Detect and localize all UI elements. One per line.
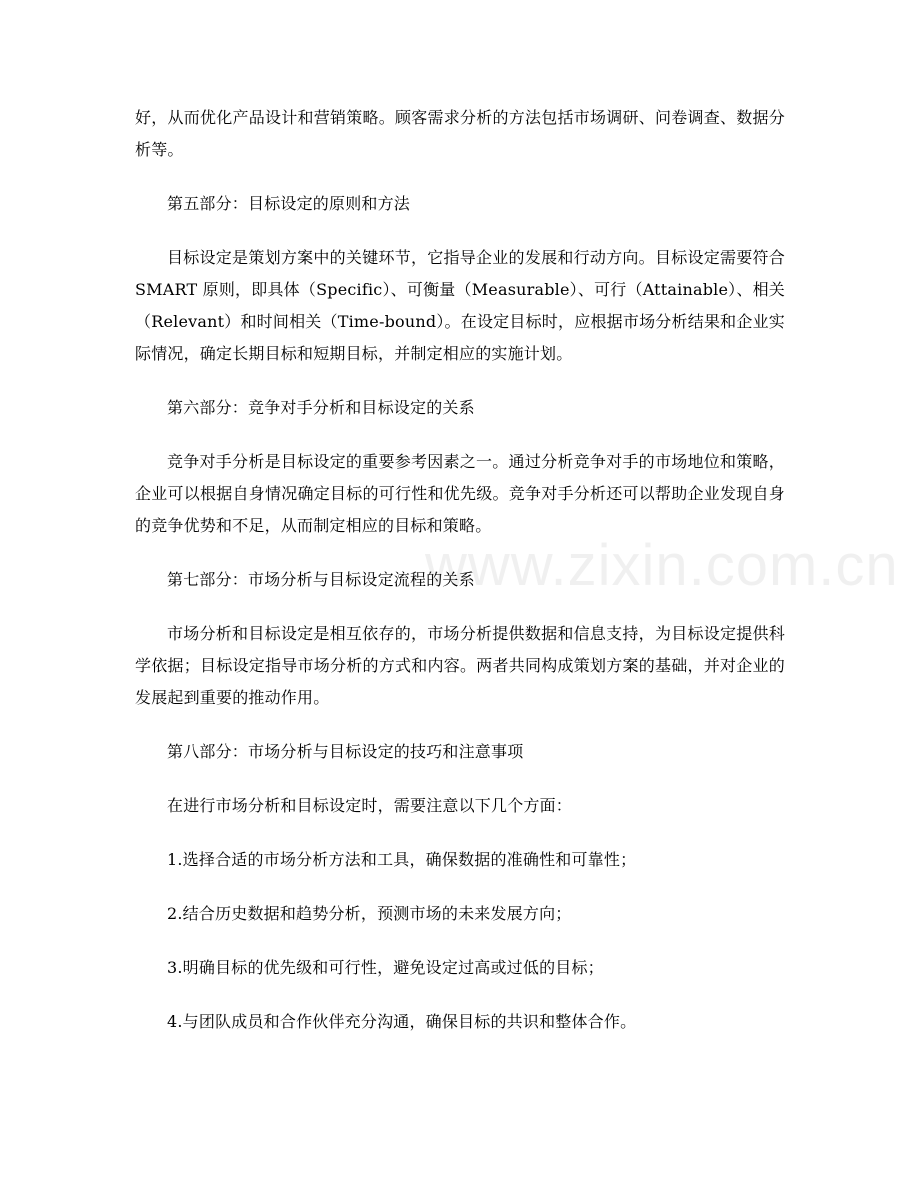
section-heading-5: 第五部分：目标设定的原则和方法 xyxy=(167,194,411,213)
document-page xyxy=(135,102,785,1038)
list-item-2: 2.结合历史数据和趋势分析，预测市场的未来发展方向； xyxy=(167,904,572,923)
paragraph-market-goal-relation: 市场分析和目标设定是相互依存的，市场分析提供数据和信息支持，为目标设定提供科学依据；目标设定指导市场分析的方式和内容。两者共同构成策划方案的基础，并对企业的发展起到重要的推动作用。 xyxy=(135,624,785,707)
paragraph-continuation: 好，从而优化产品设计和营销策略。顾客需求分析的方法包括市场调研、问卷调查、数据分析等。 xyxy=(135,108,785,159)
paragraph-notes-intro: 在进行市场分析和目标设定时，需要注意以下几个方面： xyxy=(167,796,573,815)
watermark: www.zixin.com.cn xyxy=(425,533,899,598)
section-heading-8: 第八部分：市场分析与目标设定的技巧和注意事项 xyxy=(167,742,524,761)
paragraph-competitor-analysis: 竞争对手分析是目标设定的重要参考因素之一。通过分析竞争对手的市场地位和策略，企业可以根据自身情况确定目标的可行性和优先级。竞争对手分析还可以帮助企业发现自身的竞争优势和不足，从而制定相应的目标和策略。 xyxy=(135,452,785,535)
section-heading-7: 第七部分：市场分析与目标设定流程的关系 xyxy=(167,570,475,589)
list-item-3: 3.明确目标的优先级和可行性，避免设定过高或过低的目标； xyxy=(167,958,604,977)
list-item-4: 4.与团队成员和合作伙伴充分沟通，确保目标的共识和整体合作。 xyxy=(167,1012,637,1031)
section-heading-6: 第六部分：竞争对手分析和目标设定的关系 xyxy=(167,398,475,417)
paragraph-goal-setting: 目标设定是策划方案中的关键环节，它指导企业的发展和行动方向。目标设定需要符合 SMART 原则，即具体（Specific）、可衡量（Measurable）、可行（Attainable）、相关（Relevant）和时间相关（Time-bound）。在设定目标时，应根据市场分析结果和企业实际情况，确定长期目标和短期目标，并制定相应的实施计划。 xyxy=(135,248,785,363)
list-item-1: 1.选择合适的市场分析方法和工具，确保数据的准确性和可靠性； xyxy=(167,850,637,869)
